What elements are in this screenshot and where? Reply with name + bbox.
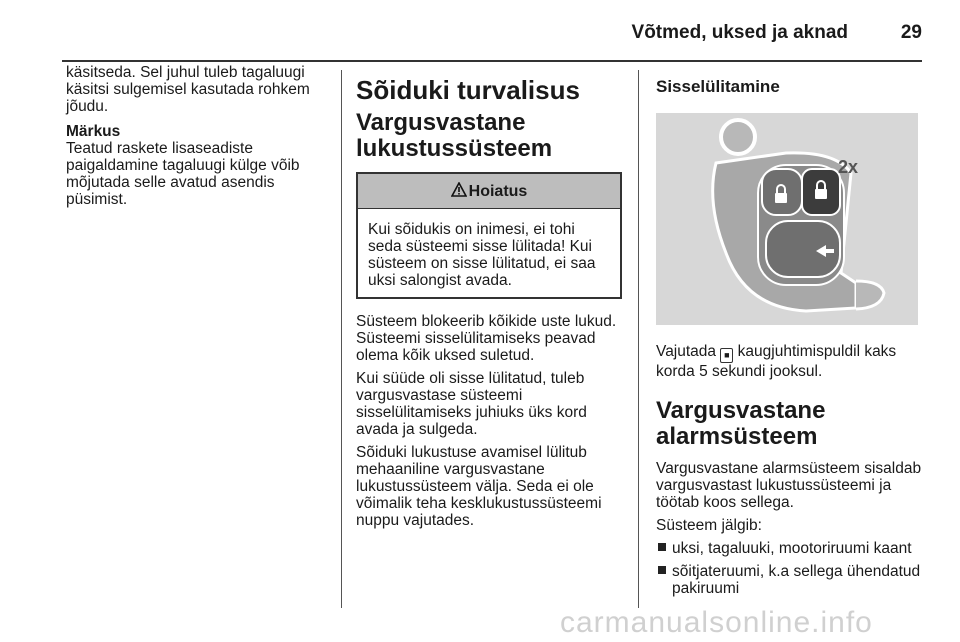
page-header-title: Võtmed, uksed ja aknad	[631, 22, 848, 43]
page-number: 29	[900, 22, 922, 43]
figure-label: 2x	[838, 157, 859, 177]
section-title: Sõiduki turvalisus	[356, 75, 580, 105]
bullet-square-icon	[658, 543, 666, 551]
paragraph: Sõiduki lukustuse avamisel lülitub mehaaniline vargusvastane lukustussüsteem välja. Seda ei ole võimalik teha kesklukustussüsteemi nuppu vajutades.	[356, 444, 602, 529]
column-divider	[638, 70, 639, 608]
note-text: Teatud raskete lisaseadiste paigaldamine tagaluugi külge võib mõjutada selle avatud asendis püsimist.	[66, 140, 300, 208]
page-header	[62, 0, 922, 62]
paragraph: käsitseda. Sel juhul tuleb tagaluugi käsitsi sulgemisel kasutada rohkem jõudu.	[66, 64, 310, 115]
warning-triangle-icon	[451, 182, 467, 200]
list-item-text: sõitjateruumi, k.a sellega ühendatud pakiruumi	[672, 563, 921, 597]
list-item	[656, 540, 926, 557]
key-fob-illustration	[656, 113, 918, 325]
text-fragment: kaugjuhtimispuldil kaks korda 5 sekundi jooksul.	[656, 343, 897, 380]
warning-text: Kui sõidukis on inimesi, ei tohi seda süsteemi sisse lülitada! Kui süsteem on sisse lülitatud, ei saa uksi salongist avada.	[368, 221, 596, 289]
column-2	[356, 64, 624, 535]
paragraph: Süsteem jälgib:	[656, 517, 762, 534]
warning-title: Hoiatus	[468, 182, 528, 200]
list-item	[656, 563, 926, 597]
column-3	[656, 64, 926, 603]
paragraph: Süsteem blokeerib kõikide uste lukud. Süsteemi sisselülitamiseks peavad olema kõik uksed suletud.	[356, 313, 617, 364]
warning-box	[356, 172, 622, 299]
subsection-title: Sisselülitamine	[656, 77, 780, 96]
watermark: carmanualsonline.info	[560, 606, 873, 639]
subsection-title: Vargusvastane alarmsüsteem	[656, 397, 826, 450]
paragraph: Kui süüde oli sisse lülitatud, tuleb vargusvastase süsteemi sisselülitamiseks juhiuks üks kord avada ja sulgeda.	[356, 370, 587, 438]
text-fragment: Vajutada	[656, 343, 721, 360]
lock-icon: ■	[720, 348, 733, 363]
column-1	[66, 64, 332, 214]
key-fob-figure	[656, 113, 918, 325]
paragraph: Vargusvastane alarmsüsteem sisaldab vargusvastast lukustussüsteemi ja töötab koos sellega.	[656, 460, 922, 511]
note-title: Märkus	[66, 123, 121, 140]
paragraph	[656, 343, 926, 380]
warning-header	[358, 174, 620, 209]
column-divider	[341, 70, 342, 608]
list-item-text: uksi, tagaluuki, mootoriruumi kaant	[672, 540, 912, 557]
subsection-title: Vargusvastane lukustussüsteem	[356, 109, 553, 162]
bullet-square-icon	[658, 566, 666, 574]
